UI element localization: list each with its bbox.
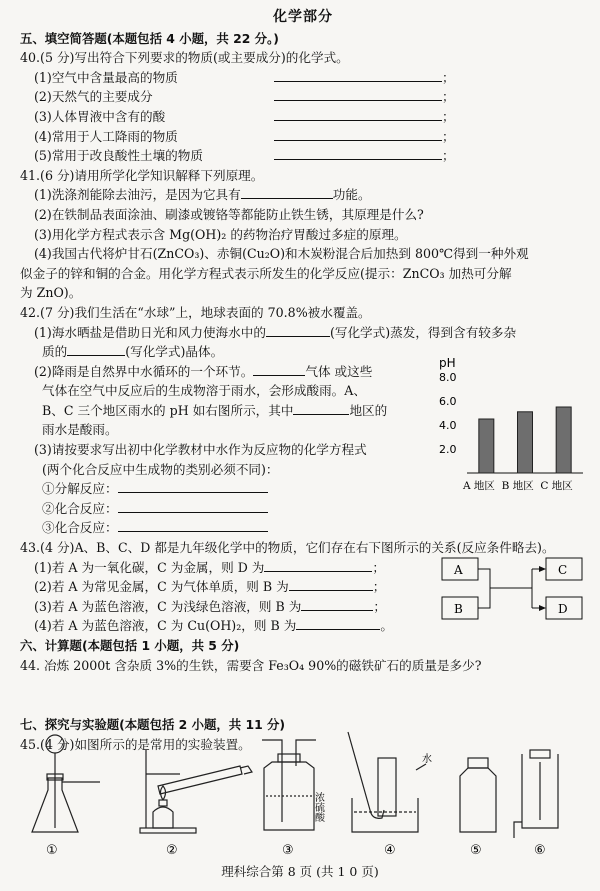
apparatus-label-2: ② xyxy=(166,843,178,858)
answer-blank[interactable] xyxy=(118,518,268,532)
box-d-label: D xyxy=(558,602,568,616)
q40-item-5: (5)常用于改良酸性土壤的物质 ； xyxy=(34,148,455,164)
apparatus-label-6: ⑥ xyxy=(534,843,546,858)
q41-item-4c: 为 ZnO)。 xyxy=(20,285,82,301)
ph-bar-chart xyxy=(437,355,587,495)
answer-blank[interactable] xyxy=(266,323,330,337)
q43-item-3: (3)若 A 为蓝色溶液，C 为浅绿色溶液，则 B 为 ； xyxy=(34,598,386,614)
q42-item-2a: (2)降雨是自然界中水循环的一个环节。 气体 或这些 xyxy=(34,363,373,379)
apparatus-3-wash-bottle xyxy=(262,740,316,830)
chart-bar xyxy=(479,419,494,473)
answer-blank[interactable] xyxy=(274,68,442,82)
q42-item-2c: B、C 三个地区雨水的 pH 如右图所示，其中 地区的 xyxy=(42,402,388,418)
answer-blank[interactable] xyxy=(241,185,333,199)
answer-blank[interactable] xyxy=(274,87,442,101)
q45-stem: 45.(4 分)如图所示的是常用的实验装置。 xyxy=(20,736,251,752)
apparatus-2-heating xyxy=(140,750,252,833)
reaction-connector xyxy=(478,569,544,608)
answer-blank[interactable] xyxy=(118,479,268,493)
chart-bar xyxy=(518,412,533,473)
apparatus-1-flask xyxy=(32,735,100,832)
q44-text: 44. 冶炼 2000t 含杂质 3%的生铁，需要含 Fe₃O₄ 90%的磁铁矿石的质量是多少? xyxy=(20,657,482,673)
q40-item-4: (4)常用于人工降雨的物质 ； xyxy=(34,128,455,144)
lab-apparatus xyxy=(30,728,590,858)
answer-blank[interactable] xyxy=(293,401,349,415)
q41-item-3: (3)用化学方程式表示含 Mg(OH)₂ 的药物治疗胃酸过多症的原理。 xyxy=(34,226,407,242)
q43-item-1: (1)若 A 为一氧化碳，C 为金属，则 D 为 ； xyxy=(34,559,385,575)
chart-ytick-label: 6.0 xyxy=(439,395,457,408)
q42-item-3a: (3)请按要求写出初中化学教材中水作为反应物的化学方程式 xyxy=(34,442,367,458)
answer-blank[interactable] xyxy=(274,127,442,141)
q42-reaction-3: ③化合反应： xyxy=(20,518,430,538)
section-5-heading: 五、填空简答题(本题包括 4 小题，共 22 分。) xyxy=(20,30,279,46)
arrow-to-d xyxy=(539,605,546,611)
q41-item-4a: (4)我国古代将炉甘石(ZnCO₃)、赤铜(Cu₂O)和木炭粉混合后加热到 800℃得到一种外观 xyxy=(34,246,529,262)
q43-item-4: (4)若 A 为蓝色溶液，C 为 Cu(OH)₂，则 B 为 。 xyxy=(34,618,393,634)
apparatus-label-4: ④ xyxy=(384,843,396,858)
q41-item-4b: 似金子的锌和铜的合金。用化学方程式表示所发生的化学反应(提示：ZnCO₃ 加热可分解 xyxy=(20,265,512,281)
section-6-heading: 六、计算题(本题包括 1 小题，共 5 分) xyxy=(20,638,240,653)
q40-items xyxy=(20,68,586,166)
chart-category-label: C 地区 xyxy=(540,480,573,492)
answer-blank[interactable] xyxy=(67,342,125,356)
page-footer: 理科综合第 8 页 (共 1 0 页) xyxy=(221,864,379,879)
section-7-heading: 七、探究与实验题(本题包括 2 小题，共 11 分) xyxy=(20,717,286,733)
chart-ytick-label: 4.0 xyxy=(439,419,457,432)
chart-ytick-label: 8.0 xyxy=(439,371,457,384)
apparatus-4-trough xyxy=(348,732,426,832)
chart-ytick-label: 2.0 xyxy=(439,443,457,456)
answer-blank[interactable] xyxy=(264,558,372,572)
q43-item-2: (2)若 A 为常见金属，C 为气体单质，则 B 为 ； xyxy=(34,579,386,595)
q42-item-1b: 质的 (写化学式)晶体。 xyxy=(42,344,224,360)
chart-category-label: B 地区 xyxy=(501,480,534,492)
q43-stem: 43.(4 分)A、B、C、D 都是九年级化学中的物质，它们存在右下图所示的关系(反应条件略去)。 xyxy=(20,540,555,556)
answer-blank[interactable] xyxy=(274,146,442,160)
acid-label: 浓硫酸 xyxy=(312,792,324,822)
q40-stem: 40.(5 分)写出符合下列要求的物质(或主要成分)的化学式。 xyxy=(20,50,349,66)
q40-item-3: (3)人体胃液中含有的酸 ； xyxy=(34,108,455,124)
box-a-label: A xyxy=(454,563,463,577)
chart-bar xyxy=(556,407,571,473)
apparatus-label-5: ⑤ xyxy=(470,843,482,858)
apparatus-label-1: ① xyxy=(46,843,58,858)
q42-item-2b: 气体在空气中反应后的生成物溶于雨水，会形成酸雨。A、 xyxy=(42,383,366,399)
answer-blank[interactable] xyxy=(296,616,380,630)
q42-item-1a: (1)海水晒盐是借助日光和风力使海水中的 (写化学式)蒸发，得到含有较多杂 xyxy=(34,324,517,340)
q42-reaction-1: ①分解反应： xyxy=(20,479,430,499)
chart-ylabel: pH xyxy=(439,356,456,370)
q41-stem: 41.(6 分)请用所学化学知识解释下列原理。 xyxy=(20,167,264,183)
box-b-label: B xyxy=(454,602,463,616)
relation-diagram xyxy=(440,555,590,625)
answer-blank[interactable] xyxy=(289,577,373,591)
arrow-to-c xyxy=(539,566,546,572)
answer-blank[interactable] xyxy=(274,107,442,121)
q40-item-1: (1)空气中含量最高的物质 ； xyxy=(34,69,455,85)
q41-item-1: (1)洗涤剂能除去油污，是因为它具有 功能。 xyxy=(34,187,371,203)
q42-item-2d: 雨水是酸雨。 xyxy=(42,422,118,438)
q42-stem: 42.(7 分)我们生活在“水球”上，地球表面的 70.8%被水覆盖。 xyxy=(20,304,371,320)
q41-item-2: (2)在铁制品表面涂油、刷漆或镀铬等都能防止铁生锈，其原理是什么? xyxy=(34,206,424,222)
apparatus-6-bottle xyxy=(514,750,558,838)
answer-blank[interactable] xyxy=(118,499,268,513)
answer-blank[interactable] xyxy=(253,362,305,376)
q42-reaction-2: ②化合反应： xyxy=(20,499,430,519)
water-label: 水 xyxy=(422,754,432,765)
apparatus-5-bottle xyxy=(460,758,496,832)
box-c-label: C xyxy=(558,563,568,577)
chart-category-label: A 地区 xyxy=(463,480,495,492)
answer-blank[interactable] xyxy=(301,597,373,611)
apparatus-label-3: ③ xyxy=(282,843,294,858)
q42-item-3b: (两个化合反应中生成物的类别必须不同)： xyxy=(42,461,279,477)
page-title: 化学部分 xyxy=(273,9,333,25)
q40-item-2: (2)天然气的主要成分 ； xyxy=(34,89,455,105)
